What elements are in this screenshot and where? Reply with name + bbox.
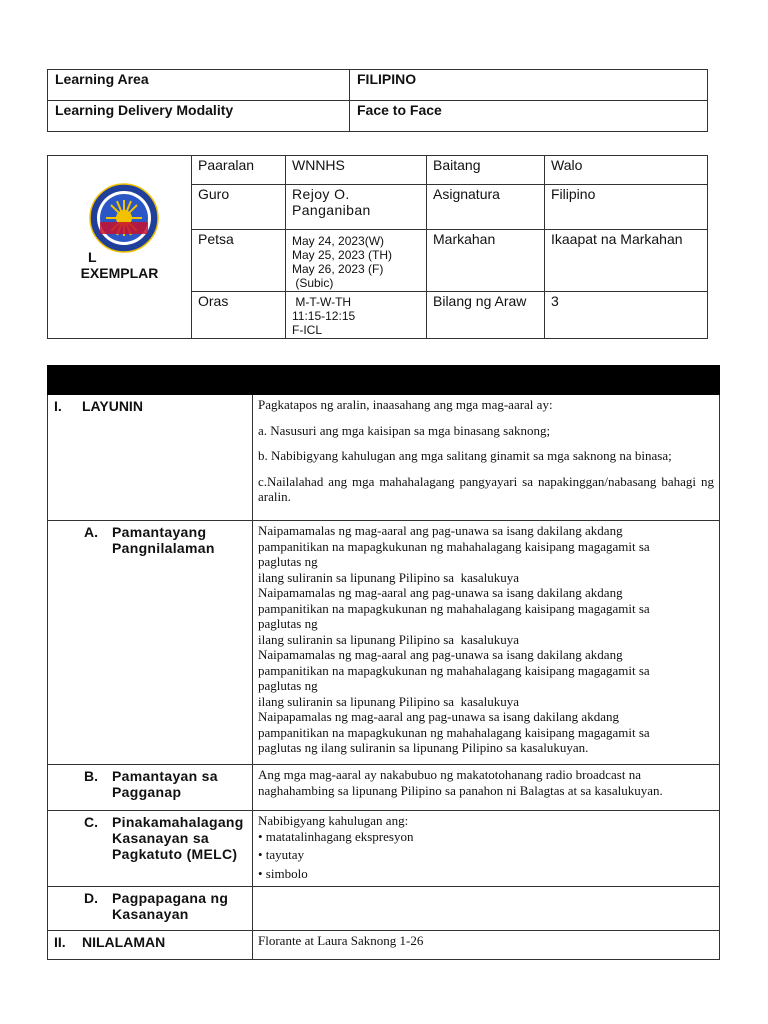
content-line: ilang suliranin sa lipunang Pilipino sa kasalukuya <box>258 569 520 585</box>
petsa-label: Petsa <box>192 230 286 292</box>
content-line: pampanitikan na mapagkukunan ng mahahalagang kaisipang magagamit sa <box>258 538 650 554</box>
layunin-content <box>253 395 720 521</box>
modality-label: Learning Delivery Modality <box>48 101 350 132</box>
nilalaman-heading <box>48 931 253 960</box>
bilang-label: Bilang ng Araw <box>427 292 545 339</box>
petsa-line: May 25, 2023 (TH) <box>292 248 393 262</box>
markahan-label: Markahan <box>427 230 545 292</box>
section-letter: D. <box>84 890 98 906</box>
layunin-intro: Pagkatapos ng aralin, inaasahang ang mga mag-aaral ay: <box>258 397 553 412</box>
melc-list <box>258 829 714 882</box>
logo-text-line2: EXEMPLAR <box>80 265 159 281</box>
petsa-value <box>286 230 427 292</box>
content-line: paglutas ng <box>258 616 318 631</box>
learning-area-table <box>47 69 708 132</box>
oras-label: Oras <box>192 292 286 339</box>
petsa-line: May 26, 2023 (F) <box>292 262 384 276</box>
oras-line: F-ICL <box>292 323 322 337</box>
melc-content <box>253 811 720 887</box>
table-header-bar <box>48 366 720 395</box>
melc-heading <box>48 811 253 887</box>
oras-line: M-T-W-TH <box>292 295 352 309</box>
pamantayang-pangnilalaman-heading <box>48 521 253 765</box>
section-title: Pagpapagana ng Kasanayan <box>112 890 229 922</box>
content-line: pampanitikan na mapagkukunan ng mahahalagang kaisipang magagamit sa <box>258 600 650 616</box>
modality-value: Face to Face <box>350 101 708 132</box>
layunin-item-b: b. Nabibigyang kahulugan ang mga salitang ginamit sa mga saknong na binasa; <box>258 448 672 463</box>
logo-text-line1: L <box>88 249 97 265</box>
pamantayan-sa-pagganap-heading <box>48 765 253 811</box>
petsa-line: May 24, 2023(W) <box>292 234 385 248</box>
learning-area-label: Learning Area <box>48 70 350 101</box>
content-line: Naipamamalas ng mag-aaral ang pag-unawa sa isang dakilang akdang <box>258 523 623 538</box>
section-letter: C. <box>84 814 98 830</box>
guro-value: Rejoy O. Panganiban <box>286 185 427 230</box>
paaralan-label: Paaralan <box>192 156 286 185</box>
guro-label: Guro <box>192 185 286 230</box>
section-title: Pinakamahalagang Kasanayan sa Pagkatuto (MELC) <box>112 814 244 862</box>
layunin-item-a: a. Nasusuri ang mga kaisipan sa mga binasang saknong; <box>258 422 551 438</box>
baitang-value: Walo <box>545 156 708 185</box>
deped-seal-icon <box>88 182 160 254</box>
asignatura-label: Asignatura <box>427 185 545 230</box>
lesson-plan-table <box>47 365 720 960</box>
section-letter: A. <box>84 524 98 540</box>
list-item: • simbolo <box>258 865 308 881</box>
section-title: LAYUNIN <box>82 398 143 414</box>
section-letter: B. <box>84 768 98 784</box>
content-line: ilang suliranin sa lipunang Pilipino sa kasalukuya <box>258 631 520 647</box>
melc-intro: Nabibigyang kahulugan ang: <box>258 813 409 828</box>
oras-line: 11:15-12:15 <box>292 309 356 323</box>
content-line: ilang suliranin sa lipunang Pilipino sa kasalukuya <box>258 693 520 709</box>
content-line: paglutas ng <box>258 678 318 693</box>
list-item: • matatalinhagang ekspresyon <box>258 828 414 844</box>
content-line: paglutas ng <box>258 554 318 569</box>
learning-area-value: FILIPINO <box>350 70 708 101</box>
section-number: II. <box>54 934 66 950</box>
bilang-value: 3 <box>545 292 708 339</box>
section-number: I. <box>54 398 62 414</box>
lesson-info-table <box>47 155 708 339</box>
content-line: paglutas ng ilang suliranin sa lipunang Pilipino sa kasalukuyan. <box>258 740 589 755</box>
pagpapagana-heading <box>48 887 253 931</box>
petsa-line: (Subic) <box>292 276 334 290</box>
section-title: Pamantayan sa Pagganap <box>112 768 218 800</box>
logo-cell <box>48 156 192 339</box>
content-line: pampanitikan na mapagkukunan ng mahahalagang kaisipang magagamit sa <box>258 724 650 740</box>
section-title: NILALAMAN <box>82 934 166 950</box>
paaralan-value: WNNHS <box>286 156 427 185</box>
markahan-value: Ikaapat na Markahan <box>545 230 708 292</box>
nilalaman-content: Florante at Laura Saknong 1-26 <box>253 931 720 960</box>
asignatura-value: Filipino <box>545 185 708 230</box>
baitang-label: Baitang <box>427 156 545 185</box>
pagpapagana-content <box>253 887 720 931</box>
oras-value <box>286 292 427 339</box>
content-line: pampanitikan na mapagkukunan ng mahahalagang kaisipang magagamit sa <box>258 662 650 678</box>
layunin-item-c: c.Nailalahad ang mga mahahalagang pangyayari sa napakinggan/nabasang bahagi ng aralin. <box>258 473 714 504</box>
content-line: Naipamamalas ng mag-aaral ang pag-unawa sa isang dakilang akdang <box>258 585 623 600</box>
pamantayan-sa-pagganap-content: Ang mga mag-aaral ay nakabubuo ng makatotohanang radio broadcast na naghahambing sa lipunang Pilipino sa panahon ni Balagtas at sa kasalukuyan. <box>253 765 720 811</box>
list-item: • tayutay <box>258 847 305 862</box>
content-line: Naipamamalas ng mag-aaral ang pag-unawa sa isang dakilang akdang <box>258 647 623 662</box>
content-line: Naipapamalas ng mag-aaral ang pag-unawa sa isang dakilang akdang <box>258 709 619 724</box>
pamantayang-pangnilalaman-content <box>253 521 720 765</box>
section-title: Pamantayang Pangnilalaman <box>112 524 215 556</box>
layunin-heading <box>48 395 253 521</box>
